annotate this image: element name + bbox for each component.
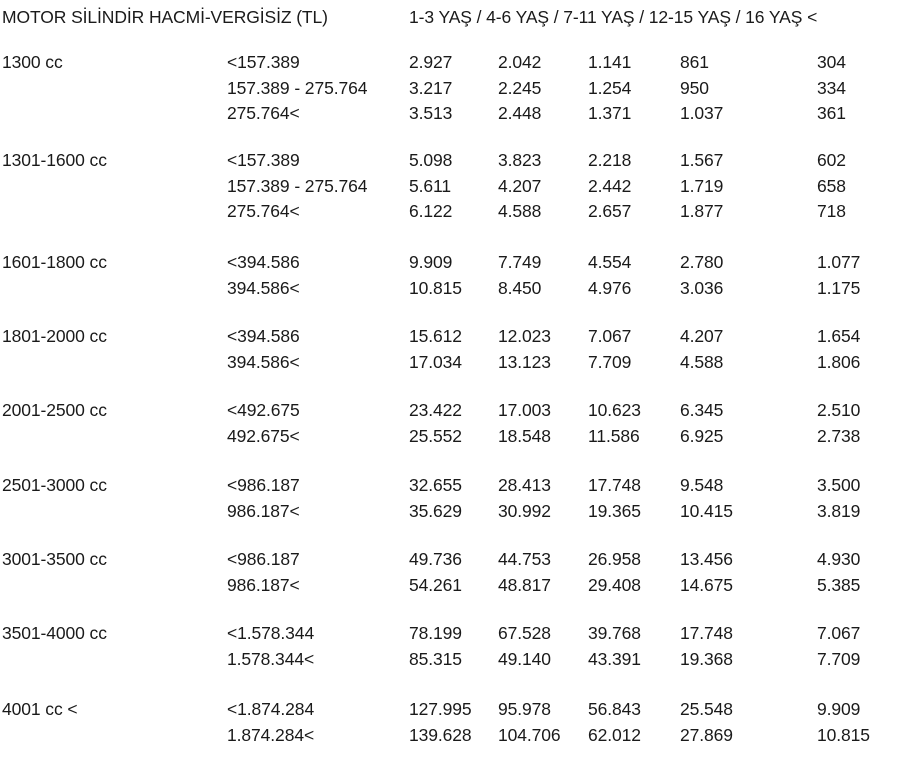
age-12-15-value: 10.415 <box>680 500 733 521</box>
age-12-15-value: 14.675 <box>680 574 733 595</box>
table-row <box>0 324 900 350</box>
age-12-15-value: 9.548 <box>680 475 724 495</box>
engine-group <box>0 50 900 127</box>
age-16-plus-value: 9.909 <box>817 699 861 719</box>
price-range-cell: <492.675 <box>227 400 300 420</box>
engine-cc-label: 2501-3000 cc <box>2 475 107 495</box>
table-row <box>0 697 900 723</box>
age-4-6-value: 48.817 <box>498 574 551 595</box>
age-4-6-value: 67.528 <box>498 623 551 643</box>
engine-cc-label: 1300 cc <box>2 52 63 72</box>
price-range-cell: 275.764< <box>227 201 300 221</box>
price-range-cell: <157.389 <box>227 52 300 72</box>
age-12-15-value: 1.567 <box>680 150 724 170</box>
age-7-11-value: 39.768 <box>588 623 641 643</box>
age-1-3-value: 10.815 <box>409 277 462 298</box>
age-1-3-value: 85.315 <box>409 648 462 669</box>
age-7-11-value: 4.554 <box>588 252 632 272</box>
engine-group <box>0 148 900 225</box>
price-range-cell: 394.586< <box>227 277 300 298</box>
age-1-3-value: 15.612 <box>409 326 462 346</box>
age-12-15-value: 950 <box>680 77 709 98</box>
price-range-cell: <986.187 <box>227 475 300 495</box>
age-4-6-value: 2.245 <box>498 77 542 98</box>
engine-cc-label: 3001-3500 cc <box>2 549 107 569</box>
table-row <box>0 473 900 499</box>
age-12-15-value: 861 <box>680 52 709 72</box>
age-7-11-value: 11.586 <box>588 425 640 446</box>
table-row <box>0 547 900 573</box>
age-4-6-value: 7.749 <box>498 252 542 272</box>
age-1-3-value: 139.628 <box>409 724 472 745</box>
age-4-6-value: 104.706 <box>498 724 561 745</box>
age-7-11-value: 26.958 <box>588 549 641 569</box>
age-12-15-value: 25.548 <box>680 699 733 719</box>
table-row <box>0 350 900 376</box>
header-title: MOTOR SİLİNDİR HACMİ-VERGİSİZ (TL) <box>2 7 328 27</box>
table-row <box>0 573 900 599</box>
age-4-6-value: 17.003 <box>498 400 551 420</box>
age-7-11-value: 2.657 <box>588 201 632 221</box>
age-16-plus-value: 304 <box>817 52 846 72</box>
age-1-3-value: 5.611 <box>409 175 451 196</box>
price-range-cell: <394.586 <box>227 252 300 272</box>
age-12-15-value: 27.869 <box>680 724 733 745</box>
age-7-11-value: 1.371 <box>588 103 632 123</box>
age-1-3-value: 23.422 <box>409 400 462 420</box>
price-range-cell: 492.675< <box>227 425 300 446</box>
table-row <box>0 276 900 302</box>
age-4-6-value: 4.588 <box>498 201 542 221</box>
age-16-plus-value: 2.510 <box>817 400 861 420</box>
age-12-15-value: 6.345 <box>680 400 724 420</box>
age-16-plus-value: 10.815 <box>817 724 870 745</box>
age-16-plus-value: 7.067 <box>817 623 861 643</box>
price-range-cell: <157.389 <box>227 150 300 170</box>
age-12-15-value: 4.588 <box>680 351 724 372</box>
age-4-6-value: 44.753 <box>498 549 551 569</box>
age-7-11-value: 2.218 <box>588 150 632 170</box>
age-4-6-value: 49.140 <box>498 648 551 669</box>
age-16-plus-value: 3.500 <box>817 475 861 495</box>
table-row <box>0 148 900 174</box>
engine-group <box>0 398 900 449</box>
engine-cc-label: 2001-2500 cc <box>2 400 107 420</box>
engine-group <box>0 621 900 672</box>
age-1-3-value: 5.098 <box>409 150 453 170</box>
age-16-plus-value: 1.806 <box>817 351 861 372</box>
price-range-cell: <394.586 <box>227 326 300 346</box>
age-4-6-value: 12.023 <box>498 326 551 346</box>
age-4-6-value: 8.450 <box>498 277 542 298</box>
age-7-11-value: 7.709 <box>588 351 632 372</box>
age-1-3-value: 25.552 <box>409 425 462 446</box>
engine-cc-label: 1801-2000 cc <box>2 326 107 346</box>
age-1-3-value: 35.629 <box>409 500 462 521</box>
age-1-3-value: 2.927 <box>409 52 453 72</box>
engine-group <box>0 697 900 748</box>
age-7-11-value: 10.623 <box>588 400 641 420</box>
price-range-cell: 986.187< <box>227 500 300 521</box>
engine-cc-label: 1601-1800 cc <box>2 252 107 272</box>
age-4-6-value: 18.548 <box>498 425 551 446</box>
table-row <box>0 647 900 673</box>
table-row <box>0 199 900 225</box>
age-16-plus-value: 2.738 <box>817 425 861 446</box>
age-16-plus-value: 1.654 <box>817 326 861 346</box>
age-7-11-value: 4.976 <box>588 277 632 298</box>
age-7-11-value: 43.391 <box>588 648 641 669</box>
price-range-cell: 986.187< <box>227 574 300 595</box>
age-1-3-value: 78.199 <box>409 623 462 643</box>
age-12-15-value: 6.925 <box>680 425 724 446</box>
age-16-plus-value: 5.385 <box>817 574 861 595</box>
age-12-15-value: 1.037 <box>680 103 724 123</box>
age-1-3-value: 6.122 <box>409 201 453 221</box>
price-range-cell: <986.187 <box>227 549 300 569</box>
age-12-15-value: 1.877 <box>680 201 724 221</box>
age-7-11-value: 19.365 <box>588 500 641 521</box>
price-range-cell: <1.874.284 <box>227 699 315 719</box>
table-row <box>0 621 900 647</box>
age-1-3-value: 9.909 <box>409 252 453 272</box>
age-16-plus-value: 4.930 <box>817 549 861 569</box>
age-7-11-value: 62.012 <box>588 724 641 745</box>
engine-group <box>0 547 900 598</box>
engine-group <box>0 324 900 375</box>
engine-cc-label: 3501-4000 cc <box>2 623 107 643</box>
price-range-cell: <1.578.344 <box>227 623 315 643</box>
age-4-6-value: 30.992 <box>498 500 551 521</box>
price-range-cell: 275.764< <box>227 103 300 123</box>
price-range-cell: 157.389 - 275.764 <box>227 77 368 98</box>
table-row <box>0 424 900 450</box>
age-1-3-value: 49.736 <box>409 549 462 569</box>
price-range-cell: 157.389 - 275.764 <box>227 175 368 196</box>
age-16-plus-value: 334 <box>817 77 846 98</box>
age-4-6-value: 13.123 <box>498 351 551 372</box>
age-16-plus-value: 7.709 <box>817 648 861 669</box>
age-16-plus-value: 602 <box>817 150 846 170</box>
engine-group <box>0 250 900 301</box>
age-1-3-value: 3.217 <box>409 77 453 98</box>
engine-group <box>0 473 900 524</box>
age-7-11-value: 56.843 <box>588 699 641 719</box>
age-4-6-value: 2.448 <box>498 103 542 123</box>
age-1-3-value: 17.034 <box>409 351 462 372</box>
engine-cc-label: 4001 cc < <box>2 699 78 719</box>
age-12-15-value: 1.719 <box>680 175 724 196</box>
age-4-6-value: 95.978 <box>498 699 551 719</box>
price-range-cell: 394.586< <box>227 351 300 372</box>
age-16-plus-value: 1.077 <box>817 252 861 272</box>
age-16-plus-value: 1.175 <box>817 277 861 298</box>
age-7-11-value: 1.254 <box>588 77 632 98</box>
age-1-3-value: 3.513 <box>409 103 453 123</box>
price-range-cell: 1.578.344< <box>227 648 315 669</box>
table-row <box>0 50 900 76</box>
age-7-11-value: 29.408 <box>588 574 641 595</box>
header-age-columns: 1-3 YAŞ / 4-6 YAŞ / 7-11 YAŞ / 12-15 YAŞ / 16 YAŞ < <box>409 7 818 27</box>
age-12-15-value: 2.780 <box>680 252 724 272</box>
age-12-15-value: 3.036 <box>680 277 724 298</box>
table-row <box>0 723 900 749</box>
table-row <box>0 174 900 200</box>
age-4-6-value: 3.823 <box>498 150 542 170</box>
price-range-cell: 1.874.284< <box>227 724 315 745</box>
table-row <box>0 101 900 127</box>
age-7-11-value: 7.067 <box>588 326 632 346</box>
age-7-11-value: 2.442 <box>588 175 632 196</box>
age-1-3-value: 127.995 <box>409 699 472 719</box>
table-row <box>0 76 900 102</box>
age-16-plus-value: 3.819 <box>817 500 861 521</box>
age-7-11-value: 1.141 <box>588 52 632 72</box>
engine-cc-label: 1301-1600 cc <box>2 150 107 170</box>
age-16-plus-value: 718 <box>817 201 846 221</box>
table-row <box>0 398 900 424</box>
age-12-15-value: 4.207 <box>680 326 724 346</box>
table-row <box>0 499 900 525</box>
age-4-6-value: 28.413 <box>498 475 551 495</box>
age-1-3-value: 54.261 <box>409 574 462 595</box>
age-16-plus-value: 361 <box>817 103 846 123</box>
age-7-11-value: 17.748 <box>588 475 641 495</box>
age-1-3-value: 32.655 <box>409 475 462 495</box>
age-4-6-value: 2.042 <box>498 52 542 72</box>
age-12-15-value: 17.748 <box>680 623 733 643</box>
table-row <box>0 250 900 276</box>
age-16-plus-value: 658 <box>817 175 846 196</box>
age-12-15-value: 19.368 <box>680 648 733 669</box>
age-12-15-value: 13.456 <box>680 549 733 569</box>
age-4-6-value: 4.207 <box>498 175 542 196</box>
